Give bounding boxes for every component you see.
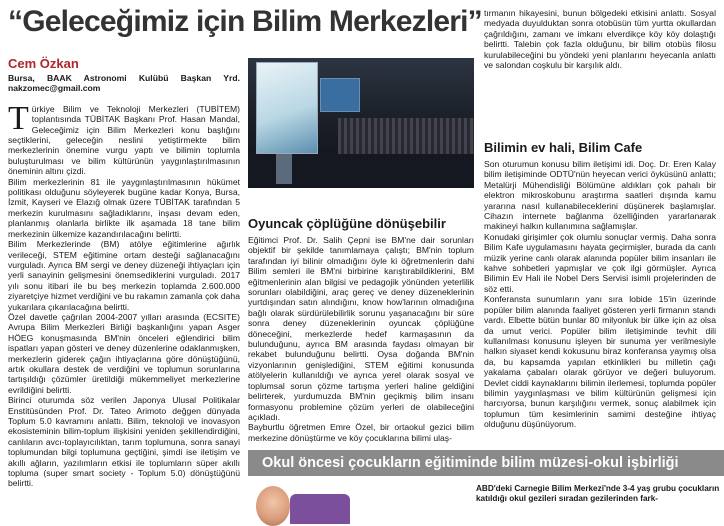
child-shirt (290, 494, 350, 524)
child-photo (252, 480, 348, 508)
paragraph: Özel davetle çağrılan 2004-2007 yılları arasında (ECSITE) Avrupa Bilim Merkezleri Birliği başkanlığını yapan Asger HÖEG konuşmasında BM'nin önceleri eğlendirici bilim ispatları yapan gösteri ve deney düzenlerine odaklanmışken, merkezlerin giderek çağın ihtiyaçlarına göre dönüştüğünü, artık okullara destek de verdiğini ve toplumun sorunlarına tartışıldığı çözümler üretildiği mükemmeliyet merkezlerine evrildiğini belirtti. (8, 311, 240, 395)
article-title: “Geleceğimiz için Bilim Merkezleri” (8, 5, 482, 38)
projection-screen (256, 62, 318, 154)
paragraph: Bilim Merkezlerinde (BM) atölye eğitimlerine ağırlık verileceği, STEM eğitimine ortam desteği sağlanacağını vurguladı. Ayrıca BM sergi ve deney düzeneği ihtiyaçları için yerli sanayinin gelişmesini önemsediklerini vurguladı. 2017 yılı sonu itibari ile bu beş merkezin toplamda 2.600.000 ziyaretçiye hizmet verdiğini ve bu rakamın zamanla çok daha yukarılara çıkarılacağına belirtti. (8, 239, 240, 312)
section-heading: Oyuncak çöplüğüne dönüşebilir (248, 216, 446, 231)
right-column (484, 134, 716, 444)
paragraph: Bayburtlu öğretmen Emre Özel, bir ortaokul gezici bilim merkezine dönüştürme ve köy çocuklarına bilimi ulaş- (248, 422, 474, 443)
paragraph: Eğitimci Prof. Dr. Salih Çepni ise BM'ne dair sorunları objektif bir şekilde tanımlamaya çalıştı; BM'nin toplum tarafından iyi bilinir olmadığını öyle ki öğretmenlerin dahi Bilim semleri ile BM'ni birbirine karıştırabildiklerini, BM eğitmenlerinin alan bilgisi ve pedagojik yönünden yeterlilik sorunları olabildiğini, araç gereç ve deney düzeneklerinin yurtdışından satın alındığını, know how'larının olmadığına bağlı olarak sürdürülebilirlik sorunu yaşanacağını bir süre sonra deney düzeneklerinin oyuncak çöplüğüne döneceğini, merkezlerde hedef karmaşasının da bulunduğunu, ayrıca BM arasında faydası olmayan bir rekabet bulunduğunu belirtti. Oysa doğanda BM'nin vizyonlarının genişlediğini, STEM eğitimi konusunda atölyelerin kullanıldığı ve ayrıca yerel olarak sosyal ve toplumsal sorun çözme tartışma yerleri haline geldiğini belirterek, yurdumuzda BM'nin geçikmiş bilim insanı formasyonu problemine çözüm yerleri de olabileceğini açıkladı. (248, 235, 474, 422)
paragraph: Bilim merkezlerinin 81 ile yaygınlaştırılmasının hükümet politikası olduğunu söyleyerek bugüne kadar Konya, Bursa, İzmit, Kayseri ve Elazığ olmak üzere TÜBİTAK tarafından 5 merkezin kurulmasını sağladıklarını, inşası devam eden, planlanmış olanlarla birlikte ilk aşamada 18 tane bilim merkezinin ülkemize kazandırılacağını belirtti. (8, 176, 240, 239)
author-info: Bursa, BAAK Astronomi Kulübü Başkan Yrd. nakzomec@gmail.com (8, 73, 240, 94)
drop-cap: T (8, 99, 29, 137)
conference-photo (248, 58, 474, 188)
section-banner: Okul öncesi çocukların eğitiminde bilim müzesi-okul işbirliği (248, 450, 724, 476)
author-name: Cem Özkan (8, 56, 79, 71)
podium (276, 154, 292, 184)
paragraph: Son oturumun konusu bilim iletişimi idi. Doç. Dr. Eren Kalay bilim iletişiminde ODTÜ'nün heyecan verici öyküsünü anlattı; Metalürji Mühendisliği Bölümüne aldıkları çok pahalı bir elektron mikroskobunu araştırma saatleri dışında kamu yararına nasıl kullanabileceklerini düşünerek başlamışlar. Cihazın internete bağlanma özelliğinden yararlanarak makineyi halkın kullanımına sağlamışlar. (484, 159, 716, 232)
paragraph: Türkiye Bilim ve Teknoloji Merkezleri (TUBİTEM) toplantısında TÜBİTAK Başkanı Prof. Hasan Mandal, Geleceğimiz için Bilim Merkezleri konu başlığını seçtiklerini, geleceğin neslini yetiştirmekte bilim merkezlerinin önemine vurgu yaptı ve bilimin toplumla buluşturulması ve bilim kültürünün yaygınlaştırılmasının öneminin altını çizdi. (8, 99, 240, 177)
section-heading: Bilimin ev hali, Bilim Cafe (484, 140, 643, 155)
paragraph: Konudaki girişimler çok olumlu sonuçlar vermiş. Daha sonra Bilim Kafe uygulamasını hayata geçirmişler, burada da canlı müzik yerine canlı olarak alanında popüler bilim insanları ile kahve sohbetleri yapmışlar ve çok ilgi görmüşler. Ayrıca Bilimin Ev Hali ile Nobel Ders Servisi isimli projelerinden de söz etti. (484, 231, 716, 294)
paragraph: Konferansta sunumların yanı sıra lobide 15'in üzerinde popüler bilim alanında faaliyet gösteren yerli firmanın standı vardı. Elbette bütün bunlar 80 milyonluk bir ülke için az olsa da umut verici. Popüler bilim iletişiminde tevhit dili kullanılması konusunu işleyen bir sunuma yer verilmesiyle halkın siyaset kendi kokusunu biraz konferansa yaymış olsa da, bu kapsamda yapılan etkinlikleri bu milletin çağı yakalama çabaları olarak görüyor ve değeri buluyorum. Devlet ciddi kaynaklarını bilimin ilerlemesi, toplumda popüler bilimin yaygınlaşması ve bilim kültürünün gelişmesi için harcıyorsa, bunun karşılığını vermek, sonuç alabilmek için toplumun tüm kesimlerinin samimi desteğine ihtiyaç olduğunu düşünüyorum. (484, 294, 716, 430)
right-column-top (484, 8, 716, 108)
child-head (256, 486, 290, 526)
left-column (8, 56, 240, 489)
paragraph: tırmanın hikayesini, bunun bölgedeki etkisini anlattı. Sosyal medyada duyulduktan sonra otobüsün tüm yurtta okullardan çağrıldığını, zamanı ve imkanı elverdikçe köy köy dolaştığı belirtti. Talebin çok fazla olduğunu, bir bilim otobüs filosu kurulabileceğini bu yöndeki yeni planlarını heyecanla anlattı ve salondan coşkulu bir karşılık aldı. (484, 8, 716, 71)
paragraph: Birinci oturumda söz verilen Japonya Ulusal Politikalar Enstitüsünden Prof. Dr. Tateo Arimoto değgen dünyada Toplum 5.0 kavramını anlattı. Bilim, teknoloji ve inovasyon ekosisteminin bilim-toplum ilişkisini yeniden şekillendirdiğini, canlıların avcı-toplayıcılıktan, tarım toplumuna, sonra sanayi toplumundan bilgi toplumuna geçtiğini, şimdi ise iletişim ve akıllı ağların, yazılımların etkisi ile toplumların süper akıllı topluma (super smart society - Toplum 5.0) dönüştüğünü belirtti. (8, 395, 240, 489)
side-screen (320, 78, 360, 112)
middle-column (248, 210, 474, 450)
banner-intro-text: ABD'deki Carnegie Bilim Merkezi'nde 3-4 yaş grubu çocukların katıldığı okul gezileri sıradan gezilerinden fark- (476, 484, 720, 503)
